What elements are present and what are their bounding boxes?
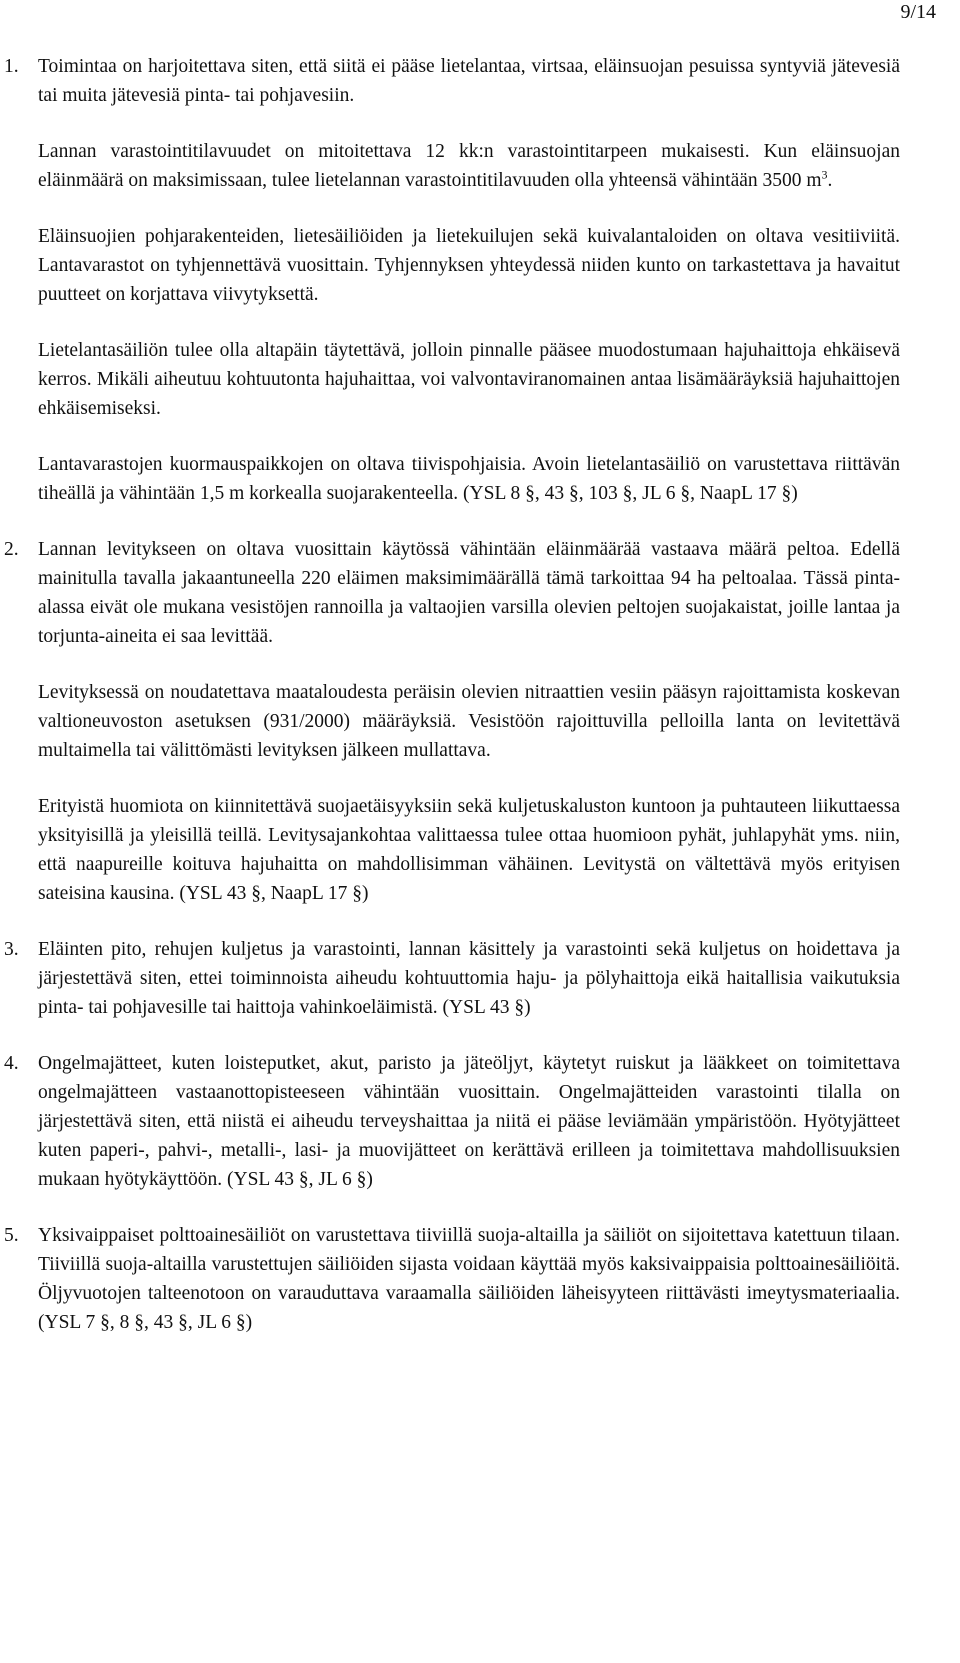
paragraph: Lietelantasäiliön tulee olla altapäin täytettävä, jolloin pinnalle pääsee muodostumaan hajuhaittoja ehkäisevä kerros. Mikäli aiheutuu kohtuutonta hajuhaittaa, voi valvontaviranomainen antaa lisämääräyksiä hajuhaittojen ehkäisemiseksi. (38, 340, 900, 419)
numbered-item-3 (0, 935, 900, 1022)
document-body (0, 52, 960, 1364)
paragraph (38, 137, 900, 195)
item-number: 3. (4, 939, 19, 960)
paragraph: Ongelmajätteet, kuten loisteputket, akut, paristo ja jäteöljyt, käytetyt ruiskut ja lääkkeet on toimitettava ongelmajätteen vastaanottopisteeseen vähintään vuosittain. Ongelmajätteiden varastointi tilalla on järjestettävä siten, että niistä ei aiheudu terveyshaittaa ja niitä ei pääse leviämään ympäristöön. Hyötyjätteet kuten paperi-, pahvi-, metalli-, lasi- ja muovijätteet on kerättävä erilleen ja toimitettava mahdollisuuksien mukaan hyötykäyttöön. (YSL 43 §, JL 6 §) (38, 1053, 900, 1190)
item-number: 2. (4, 539, 19, 560)
item-number: 5. (4, 1225, 19, 1246)
paragraph: Lannan levitykseen on oltava vuosittain käytössä vähintään eläinmäärää vastaava määrä peltoa. Edellä mainitulla tavalla jakaantuneella 220 eläimen maksimimäärällä tämä tarkoittaa 94 ha peltoalaa. Tässä pinta-alassa eivät ole mukana vesistöjen rannoilla ja valtaojien varsilla olevien peltojen suojakaistat, joille lantaa ja torjunta-aineita ei saa levittää. (38, 539, 900, 647)
numbered-item-5 (0, 1221, 900, 1337)
paragraph-text: Lannan varastointitilavuudet on mitoitettava 12 kk:n varastointitarpeen mukaisesti. Kun eläinsuojan eläinmäärä on maksimissaan, tulee lietelannan varastointitilavuuden olla yhteensä vähintään 3500 m (38, 141, 900, 191)
paragraph: Eläinten pito, rehujen kuljetus ja varastointi, lannan käsittely ja varastointi sekä kuljetus on hoidettava ja järjestettävä siten, ettei toiminnoista aiheudu kohtuuttomia haju- ja pölyhaittoja eikä haitallisia vaikutuksia pinta- tai pohjavesille tai haittoja vahinkoeläimistä. (YSL 43 §) (38, 939, 900, 1018)
numbered-item-4 (0, 1049, 900, 1194)
paragraph: Levityksessä on noudatettava maataloudesta peräisin olevien nitraattien vesiin pääsyn rajoittamista koskevan valtioneuvoston asetuksen (931/2000) määräyksiä. Vesistöön rajoittuvilla pelloilla lanta on levitettävä multaimella tai välittömästi levityksen jälkeen mullattava. (38, 682, 900, 761)
paragraph: Lantavarastojen kuormauspaikkojen on oltava tiivispohjaisia. Avoin lietelantasäiliö on varustettava riittävän tiheällä ja vähintään 1,5 m korkealla suojarakenteella. (YSL 8 §, 43 §, 103 §, JL 6 §, NaapL 17 §) (38, 454, 900, 504)
numbered-item-2 (0, 535, 900, 908)
paragraph: Eläinsuojien pohjarakenteiden, lietesäiliöiden ja lietekuilujen sekä kuivalantaloiden on oltava vesitiiviitä. Lantavarastot on tyhjennettävä vuosittain. Tyhjennyksen yhteydessä niiden kunto on tarkastettava ja havaitut puutteet on korjattava viivytyksettä. (38, 226, 900, 305)
paragraph: Toimintaa on harjoitettava siten, että siitä ei pääse lietelantaa, virtsaa, eläinsuojan pesuissa syntyviä jätevesiä tai muita jätevesiä pinta- tai pohjavesiin. (38, 56, 900, 106)
superscript: 3 (821, 167, 828, 182)
item-number: 1. (4, 56, 19, 77)
paragraph: Erityistä huomiota on kiinnitettävä suojaetäisyyksiin sekä kuljetuskaluston kuntoon ja puhtauteen liikuttaessa yksityisillä ja yleisillä teillä. Levitysajankohtaa valittaessa tulee ottaa huomioon pyhät, juhlapyhät yms. niin, että naapureille koituva hajuhaitta on mahdollisimman vähäinen. Levitystä on vältettävä myös erityisen sateisina kausina. (YSL 43 §, NaapL 17 §) (38, 796, 900, 904)
item-number: 4. (4, 1053, 19, 1074)
page-number: 9/14 (900, 1, 936, 23)
paragraph-suffix: . (827, 170, 833, 191)
paragraph: Yksivaippaiset polttoainesäiliöt on varustettava tiiviillä suoja-altailla ja säiliöt on sijoitettava katettuun tilaan. Tiiviillä suoja-altailla varustettujen säiliöiden sijasta voidaan käyttää myös kaksivaippaisia polttoainesäiliöitä. Öljyvuotojen talteenotoon on varauduttava varaamalla säiliöiden läheisyyteen riittävästi imeytysmateriaalia. (YSL 7 §, 8 §, 43 §, JL 6 §) (38, 1225, 900, 1333)
numbered-item-1 (0, 52, 900, 508)
